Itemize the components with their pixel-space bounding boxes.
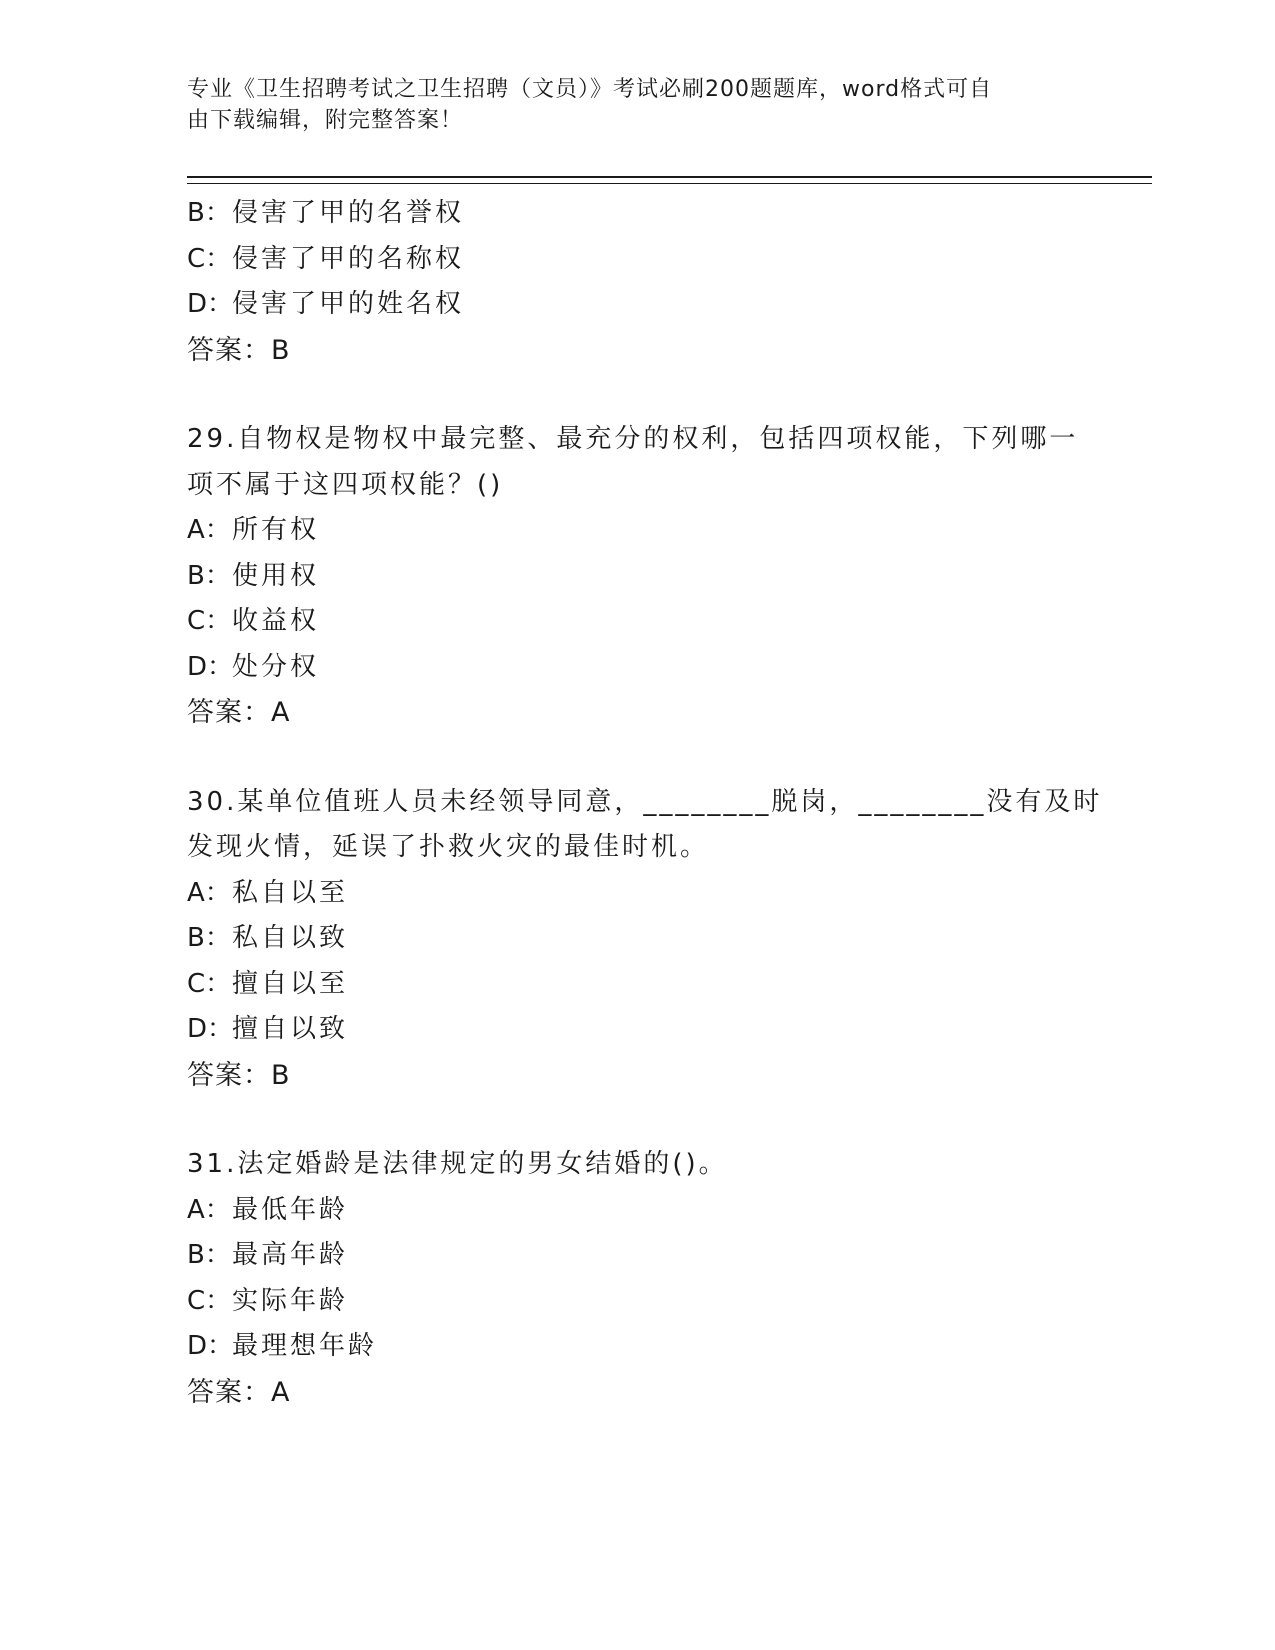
answer-line: 答案：B [187, 1059, 291, 1091]
document-header [187, 74, 1067, 136]
option-key: D： [187, 1331, 234, 1361]
option-text: 侵害了甲的名誉权 [232, 198, 465, 228]
option-key: C： [187, 243, 232, 274]
header-divider [187, 176, 1152, 184]
option-row [187, 1188, 1067, 1234]
option-text: 处分权 [232, 651, 320, 682]
option-key: C： [187, 606, 232, 636]
option-text: 使用权 [232, 560, 320, 591]
spacer [187, 736, 1067, 780]
option-row [187, 508, 1067, 554]
option-key: B： [187, 560, 231, 591]
option-row [187, 871, 1067, 917]
option-key: D： [187, 651, 234, 682]
option-row [187, 1279, 1067, 1325]
option-key: A： [187, 877, 231, 908]
header-line-1: 专业《卫生招聘考试之卫生招聘（文员）》考试必刷200题题库，word格式可自 [187, 77, 993, 102]
option-key: C： [187, 1285, 232, 1316]
question-list [187, 191, 1103, 1415]
option-key: A： [187, 515, 231, 545]
option-row [187, 1007, 1067, 1053]
option-text: 私自以致 [232, 923, 349, 953]
spacer [187, 1098, 1067, 1142]
option-key: C： [187, 968, 232, 999]
header-line-2: 由下载编辑，附完整答案！ [187, 108, 464, 133]
option-text: 擅自以至 [232, 968, 349, 999]
option-row [187, 191, 1067, 237]
option-row [187, 554, 1067, 600]
answer-line: 答案：B [187, 334, 291, 366]
option-text: 最低年龄 [232, 1194, 349, 1225]
option-row [187, 1324, 1067, 1370]
option-row [187, 237, 1067, 283]
option-text: 私自以至 [232, 877, 349, 908]
option-row [187, 962, 1067, 1008]
option-text: 实际年龄 [232, 1285, 349, 1316]
option-key: D： [187, 1014, 234, 1044]
option-text: 收益权 [232, 606, 320, 636]
option-text: 擅自以致 [232, 1014, 349, 1044]
question-29-text-line-2: 项不属于这四项权能？() [187, 469, 504, 500]
option-text: 最高年龄 [232, 1240, 349, 1270]
option-key: A： [187, 1194, 231, 1225]
question-30-text-line-2: 发现火情，延误了扑救火灾的最佳时机。 [187, 832, 710, 862]
question-30-text-line-1: 30.某单位值班人员未经领导同意，________脱岗，________没有及时 [187, 786, 1103, 817]
answer-line: 答案：A [187, 697, 291, 728]
option-text: 所有权 [232, 515, 320, 545]
question-29-text-line-1: 29.自物权是物权中最完整、最充分的权利，包括四项权能，下列哪一 [187, 424, 1079, 454]
option-text: 侵害了甲的名称权 [232, 243, 465, 274]
option-row [187, 1233, 1067, 1279]
option-key: B： [187, 1240, 231, 1270]
option-key: B： [187, 923, 231, 953]
option-text: 侵害了甲的姓名权 [232, 289, 465, 319]
question-31-text-line-1: 31.法定婚龄是法律规定的男女结婚的()。 [187, 1149, 728, 1179]
option-text: 最理想年龄 [232, 1331, 378, 1361]
option-key: D： [187, 289, 234, 319]
spacer [187, 373, 1067, 417]
option-row [187, 282, 1067, 328]
option-key: B： [187, 198, 231, 228]
option-row [187, 645, 1067, 691]
answer-line: 答案：A [187, 1376, 291, 1408]
option-row [187, 916, 1067, 962]
option-row [187, 599, 1067, 645]
